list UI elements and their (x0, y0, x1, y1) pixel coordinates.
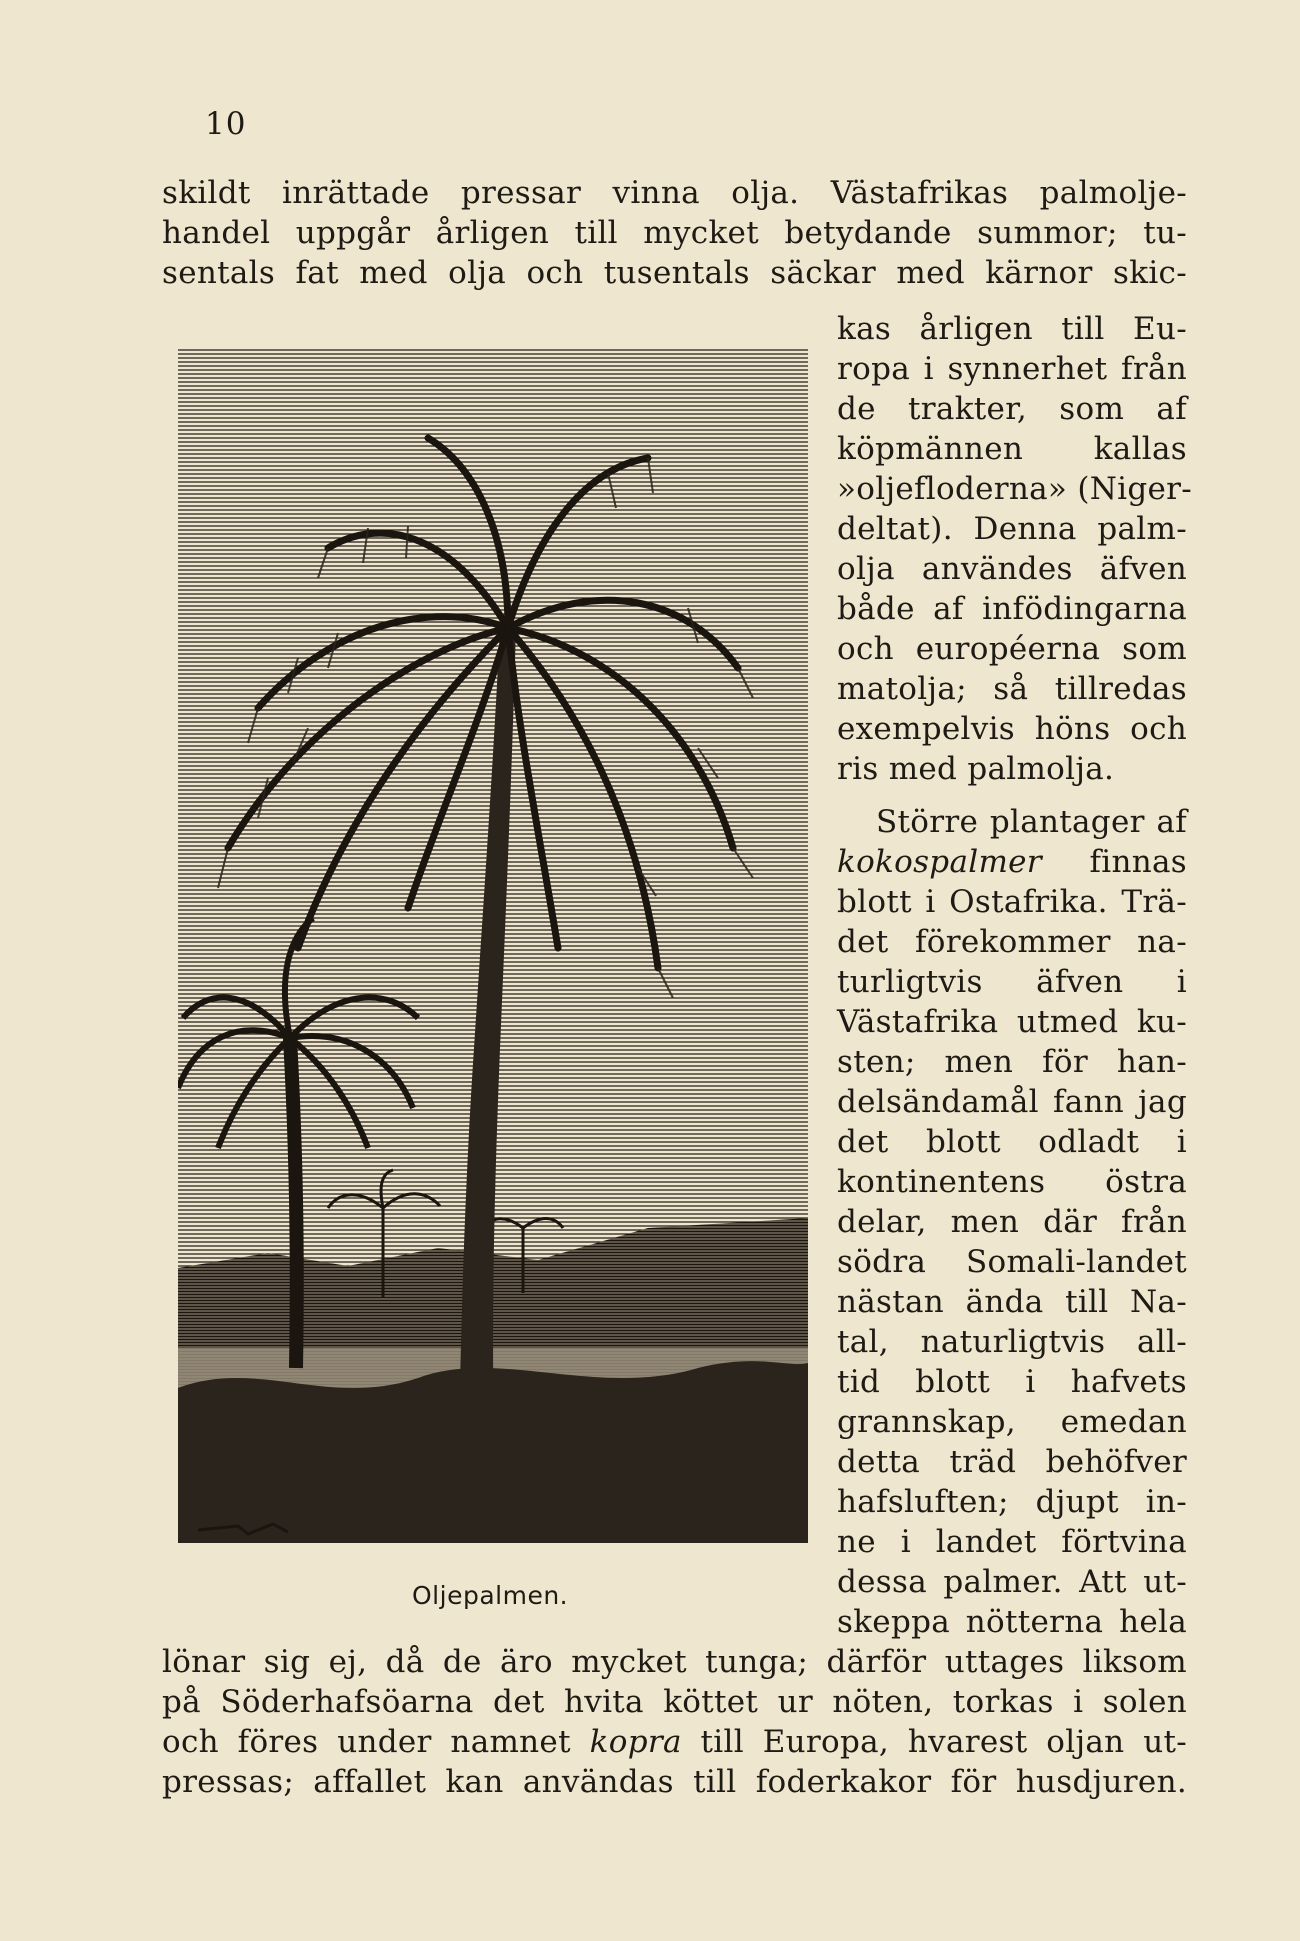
text-line: tid blott i hafvets (837, 1364, 1187, 1400)
text-line: södra Somali-landet (837, 1244, 1187, 1280)
text-line: blott i Ostafrika. Trä- (837, 884, 1187, 920)
text-line: delsändamål fann jag (837, 1084, 1187, 1120)
text-line: köpmännen kallas (837, 431, 1187, 467)
text-line: nästan ända till Na- (837, 1284, 1187, 1320)
text-line: »oljefloderna» (Niger- (837, 471, 1193, 507)
figure-caption: Oljepalmen. (412, 1581, 569, 1610)
text-line: de trakter, som af (837, 391, 1187, 427)
page-number: 10 (205, 106, 247, 142)
text-line: och européerna som (837, 631, 1187, 667)
text-line: olja användes äfven (837, 551, 1187, 587)
text-line (837, 842, 1187, 882)
paragraph-indent-line: Större plantager af (876, 804, 1187, 840)
text-line: sten; men för han- (837, 1044, 1187, 1080)
text-line: turligtvis äfven i (837, 964, 1187, 1000)
text-line: pressas; affallet kan användas till foderkakor för husdjuren. (162, 1764, 1187, 1800)
text-line: handel uppgår årligen till mycket betydande summor; tu- (162, 215, 1187, 251)
text-line: exempelvis höns och (837, 711, 1187, 747)
text-line: kas årligen till Eu- (837, 311, 1187, 347)
text-line: på Söderhafsöarna det hvita köttet ur nöten, torkas i solen (162, 1684, 1187, 1720)
text-line: sentals fat med olja och tusentals säckar med kärnor skic- (162, 255, 1187, 291)
text-line (162, 1722, 1187, 1762)
text-line: tal, naturligtvis all- (837, 1324, 1187, 1360)
text-line: grannskap, emedan (837, 1404, 1187, 1440)
text-line: kontinentens östra (837, 1164, 1187, 1200)
text-line: skeppa nötterna hela (837, 1604, 1187, 1640)
text-line: deltat). Denna palm- (837, 511, 1187, 547)
text-line: dessa palmer. Att ut- (837, 1564, 1187, 1600)
text-line: ris med palmolja. (837, 751, 1115, 787)
text-line: lönar sig ej, då de äro mycket tunga; därför uttages liksom (162, 1644, 1187, 1680)
text-line: delar, men där från (837, 1204, 1187, 1240)
italic-term: kokospalmer (837, 844, 1042, 880)
text-line: det blott odladt i (837, 1124, 1187, 1160)
oil-palm-engraving (178, 348, 808, 1543)
text-line: ne i landet förtvina (837, 1524, 1187, 1560)
text-span: till Europa, hvarest oljan ut- (700, 1724, 1187, 1760)
text-line: det förekommer na- (837, 924, 1187, 960)
text-line: hafsluften; djupt in- (837, 1484, 1187, 1520)
text-line: skildt inrättade pressar vinna olja. Västafrikas palmolje- (162, 175, 1187, 211)
text-line: detta träd behöfver (837, 1444, 1187, 1480)
text-line: ropa i synnerhet från (837, 351, 1187, 387)
text-span: och föres under namnet (162, 1724, 571, 1760)
text-line: matolja; så tillredas (837, 671, 1187, 707)
italic-term: kopra (589, 1724, 682, 1760)
text-span: finnas (1089, 844, 1187, 880)
text-line: både af infödingarna (837, 591, 1187, 627)
text-line: Västafrika utmed ku- (837, 1004, 1187, 1040)
